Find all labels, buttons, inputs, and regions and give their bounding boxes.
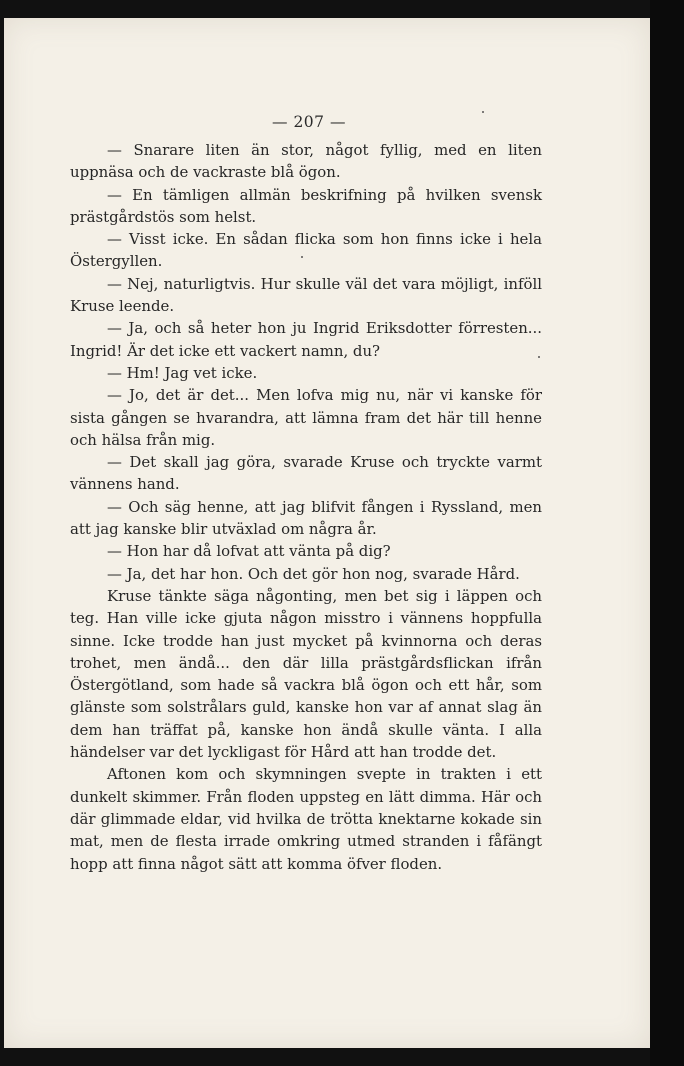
body-text <box>70 139 542 875</box>
speck-mark <box>482 111 484 113</box>
book-page <box>4 18 650 1048</box>
paragraph: — En tämligen allmän beskrifning på hvilken svensk prästgårdstös som helst. <box>70 185 542 226</box>
paragraph: — Hm! Jag vet icke. <box>107 363 258 382</box>
scan-background-edge <box>650 0 684 1066</box>
paragraph: Aftonen kom och skymningen svepte in trakten i ett dunkelt skimmer. Från floden uppsteg en lätt dimma. Här och där glimmade eldar, vid hvilka de trötta knektarne kokade sin mat, men de flesta irrade omkring utmed stranden i fåfängt hopp att finna något sätt att komma öfver floden. <box>70 765 542 873</box>
paragraph: Kruse tänkte säga någonting, men bet sig i läppen och teg. Han ville icke gjuta någon misstro i vännens hoppfulla sinne. Icke trodde han just mycket på kvinnorna och deras trohet, men ändå... den där lilla prästgårdsflickan ifrån Östergötland, som hade så vackra blå ögon och ett hår, som glänste som solstrålars guld, kanske hon var af annat slag än dem han träffat på, kanske hon ändå skulle vänta. I alla händelser var det lyckligast för Hård att han trodde det. <box>70 586 542 762</box>
paragraph: — Snarare liten än stor, något fyllig, med en liten uppnäsa och de vackraste blå ögon. <box>70 141 542 182</box>
paragraph: — Det skall jag göra, svarade Kruse och tryckte varmt vännens hand. <box>70 453 542 494</box>
paragraph: — Ja, det har hon. Och det gör hon nog, svarade Hård. <box>107 564 520 583</box>
paragraph: — Och säg henne, att jag blifvit fången i Ryssland, men att jag kanske blir utväxlad om några år. <box>70 497 542 539</box>
paragraph: — Jo, det är det... Men lofva mig nu, när vi kanske för sista gången se hvarandra, att lämna fram det här till henne och hälsa från mig. <box>70 386 542 449</box>
paragraph: — Visst icke. En sådan flicka som hon finns icke i hela Östergyllen. <box>70 230 542 271</box>
paragraph: — Ja, och så heter hon ju Ingrid Eriksdotter förresten... Ingrid! Är det icke ett vackert namn, du? <box>70 319 542 360</box>
paragraph: — Nej, naturligtvis. Hur skulle väl det vara möjligt, inföll Kruse leende. <box>70 274 542 316</box>
page-number: — 207 — <box>272 113 346 131</box>
paragraph: — Hon har då lofvat att vänta på dig? <box>107 542 391 561</box>
